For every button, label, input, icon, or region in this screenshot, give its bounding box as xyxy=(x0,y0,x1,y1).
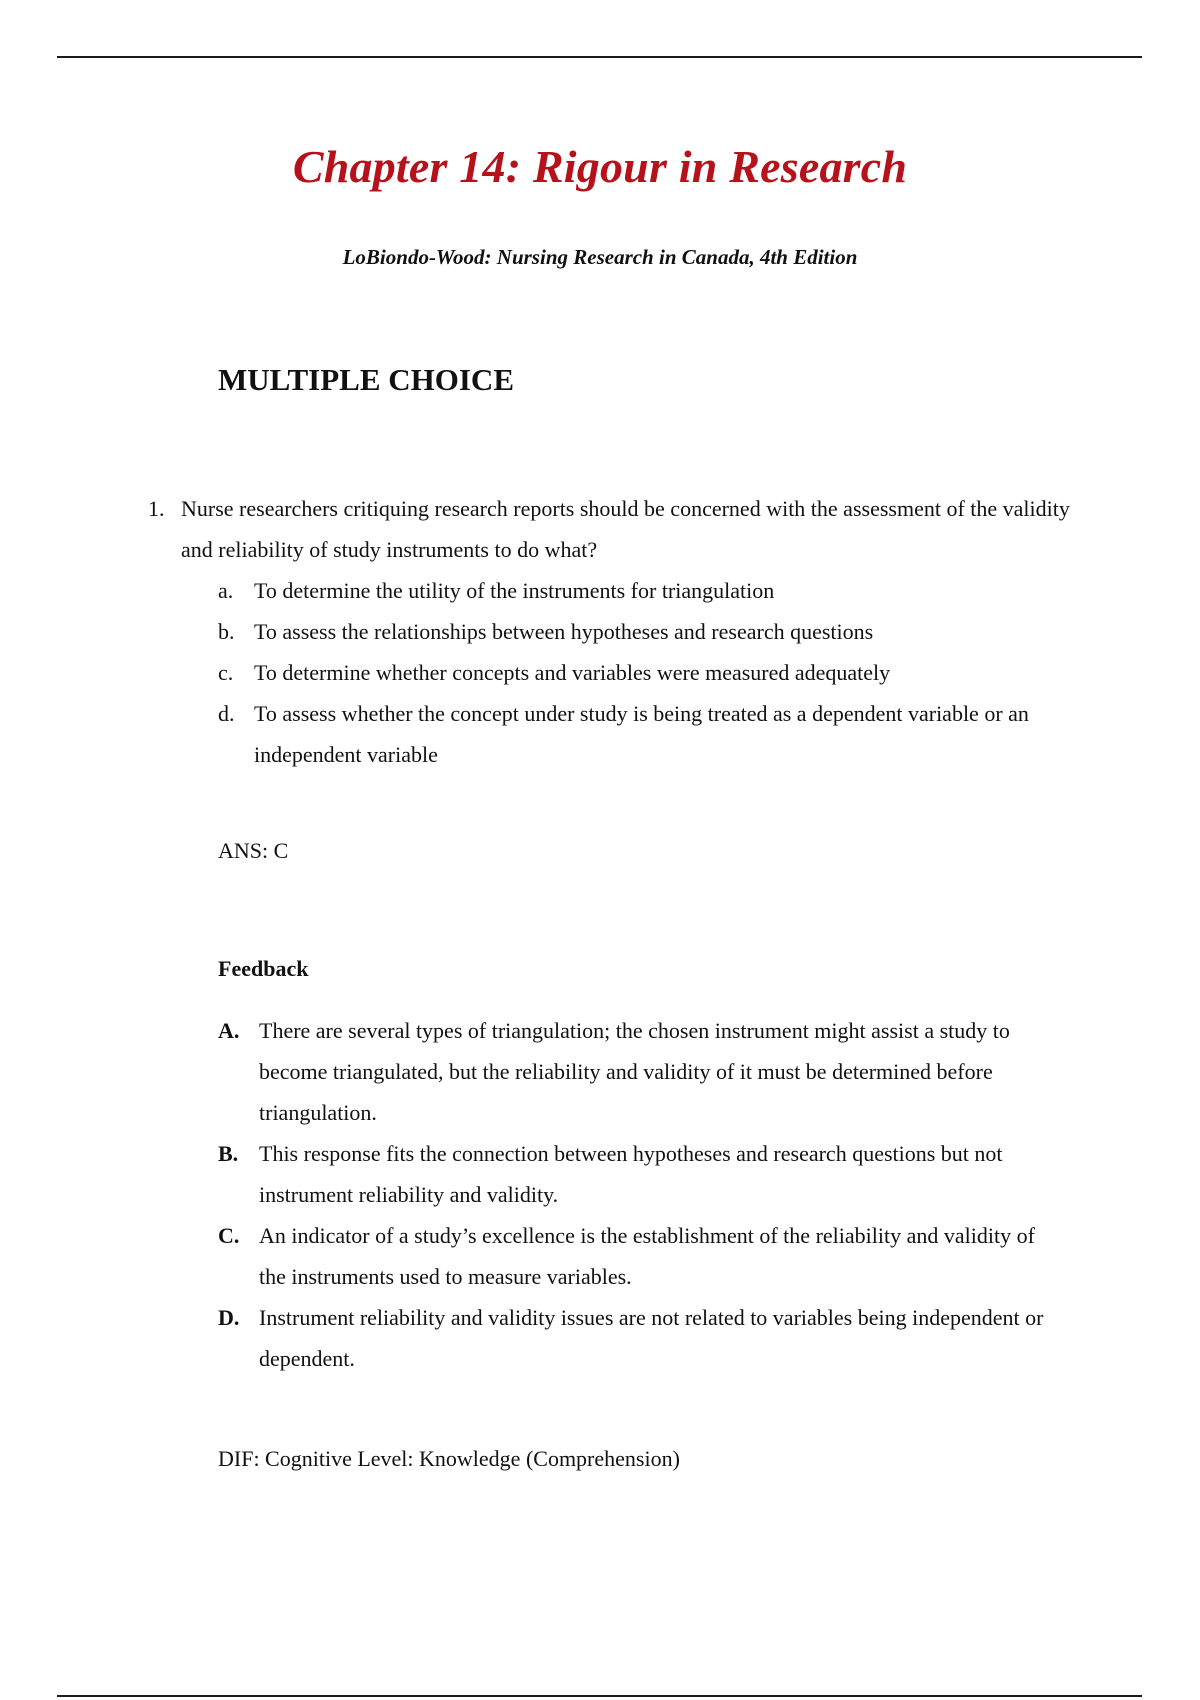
option-d xyxy=(218,693,1068,775)
feedback-text: Instrument reliability and validity issues are not related to variables being independent or dependent. xyxy=(259,1305,1044,1371)
top-rule xyxy=(57,56,1142,58)
feedback-letter: B. xyxy=(218,1141,239,1166)
answer-key: ANS: C xyxy=(218,838,289,863)
feedback-letter: A. xyxy=(218,1018,240,1043)
option-text: To assess whether the concept under study is being treated as a dependent variable or an independent variable xyxy=(254,701,1029,767)
question-1 xyxy=(148,488,1068,775)
difficulty-level: DIF: Cognitive Level: Knowledge (Comprehension) xyxy=(218,1446,680,1471)
feedback-text: There are several types of triangulation; the chosen instrument might assist a study to become triangulated, but the reliability and validity of it must be determined before triangulation. xyxy=(259,1018,1010,1125)
option-letter: b. xyxy=(218,619,235,644)
page-title: Chapter 14: Rigour in Research xyxy=(292,141,908,192)
page-subtitle: LoBiondo-Wood: Nursing Research in Canada, 4th Edition xyxy=(342,245,858,269)
option-letter: a. xyxy=(218,578,234,603)
option-text: To determine whether concepts and variables were measured adequately xyxy=(254,660,891,685)
feedback-item-b xyxy=(218,1133,1058,1215)
option-letter: d. xyxy=(218,701,235,726)
answer-options xyxy=(218,570,1068,775)
option-letter: c. xyxy=(218,660,234,685)
option-b xyxy=(218,611,1068,652)
bottom-rule xyxy=(57,1695,1142,1697)
feedback-text: This response fits the connection between hypotheses and research questions but not instrument reliability and validity. xyxy=(259,1141,1003,1207)
feedback-text: An indicator of a study’s excellence is the establishment of the reliability and validity of the instruments used to measure variables. xyxy=(259,1223,1035,1289)
option-text: To assess the relationships between hypotheses and research questions xyxy=(254,619,874,644)
feedback-letter: D. xyxy=(218,1305,240,1330)
feedback-list xyxy=(218,1010,1058,1379)
feedback-item-a xyxy=(218,1010,1058,1133)
option-text: To determine the utility of the instruments for triangulation xyxy=(254,578,775,603)
feedback-heading: Feedback xyxy=(218,956,309,981)
option-a xyxy=(218,570,1068,611)
question-number: 1. xyxy=(148,496,165,521)
option-c xyxy=(218,652,1068,693)
feedback-item-d xyxy=(218,1297,1058,1379)
section-heading: MULTIPLE CHOICE xyxy=(218,362,514,397)
feedback-item-c xyxy=(218,1215,1058,1297)
feedback-letter: C. xyxy=(218,1223,240,1248)
question-text: Nurse researchers critiquing research reports should be concerned with the assessment of the validity and reliability of study instruments to do what? xyxy=(181,496,1070,562)
